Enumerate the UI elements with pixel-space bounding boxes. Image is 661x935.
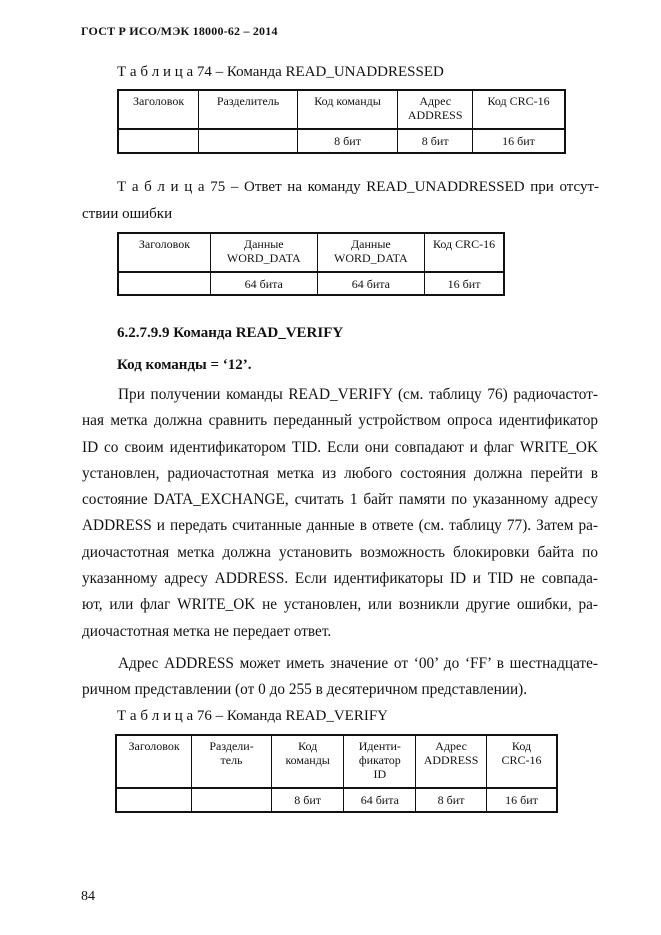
table76-value-cell: 8 бит	[271, 788, 344, 812]
table75-value-cell	[118, 272, 210, 295]
command-code: Код команды = ‘12’.	[117, 357, 252, 373]
cell-line: CRC-16	[501, 753, 542, 767]
table74-value-cell: 8 бит	[398, 129, 473, 153]
table74-header-cell: Адрес ADDRESS	[398, 90, 473, 129]
table76-value-cell: 8 бит	[416, 788, 487, 812]
paragraph-line: Адрес ADDRESS может иметь значение от ‘00’ до ‘FF’ в шестнадцате-	[118, 655, 598, 672]
paragraph-line: ют, или флаг WRITE_OK не установлен, или возникли другие ошибки, ра-	[82, 596, 598, 614]
table74-value-row	[118, 129, 565, 153]
cell-line: Код	[511, 739, 532, 753]
paragraph-line: ричном представлении (от 0 до 255 в десятеричном представлении).	[82, 681, 528, 699]
table75-header-cell: Код CRC-16	[425, 233, 504, 272]
paragraph-line: ная метка должна сравнить переданный устройством опроса идентификатор	[82, 412, 598, 430]
table76-value-cell	[116, 788, 192, 812]
section-heading: 6.2.7.9.9 Команда READ_VERIFY	[117, 325, 344, 341]
paragraph-line: диочастотная метка не передает ответ.	[82, 622, 332, 640]
table74-value-cell	[118, 129, 199, 153]
table76-value-cell: 16 бит	[486, 788, 557, 812]
paragraph-line: ID со своим идентификатором TID. Если они совпадают и флаг WRITE_OK	[82, 438, 598, 456]
table-75	[117, 232, 505, 296]
table76-value-row	[116, 788, 557, 812]
cell-line: Заголовок	[128, 739, 180, 753]
table75-value-cell: 64 бита	[210, 272, 317, 295]
paragraph-line: диочастотная метка должна установить возможность блокировки байта по	[82, 543, 598, 561]
table75-header-cell: Заголовок	[118, 233, 210, 272]
table75-value-cell: 16 бит	[425, 272, 504, 295]
table76-value-cell	[192, 788, 272, 812]
table75-value-cell: 64 бита	[317, 272, 425, 295]
table76-header-cell	[116, 735, 192, 788]
cell-line: фикатор	[358, 753, 401, 767]
table76-header-row	[116, 735, 557, 788]
table74-header-cell: Разделитель	[199, 90, 298, 129]
cell-line: ID	[373, 767, 387, 781]
table74-caption-rest: – Команда READ_UNADDRESSED	[211, 64, 444, 80]
table76-header-cell	[344, 735, 416, 788]
table76-header-cell	[486, 735, 557, 788]
table75-caption-line1: Т а б л и ц а 75 – Ответ на команду READ_UNADDRESSED при отсут-	[117, 179, 599, 195]
table76-caption-prefix: Т а б л и ц а 76	[117, 708, 212, 724]
paragraph-line: установлен, радиочастотная метка из любого состояния должна перейти в	[82, 464, 598, 482]
cell-line: Раздели-	[209, 739, 254, 753]
paragraph-line: При получении команды READ_VERIFY (см. таблицу 76) радиочастот-	[118, 386, 598, 403]
paragraph-2	[82, 651, 598, 704]
cell-line: команды	[285, 753, 330, 767]
table74-header-row	[118, 90, 565, 129]
table74-value-cell: 16 бит	[473, 129, 565, 153]
table74-header-cell: Код CRC-16	[473, 90, 565, 129]
cell-line: Адрес	[435, 739, 467, 753]
cell-line: Иденти-	[358, 739, 401, 753]
document-header: ГОСТ Р ИСО/МЭК 18000-62 – 2014	[81, 24, 278, 38]
paragraph-line: ADDRESS и передать считанные данные в ответе (см. таблицу 77). Затем ра-	[82, 517, 598, 535]
table75-header-row	[118, 233, 504, 272]
table74-value-cell: 8 бит	[297, 129, 397, 153]
table75-value-row	[118, 272, 504, 295]
cell-line: Код	[298, 739, 318, 753]
table76-caption	[117, 708, 388, 725]
cell-line: ADDRESS	[423, 753, 479, 767]
table76-value-cell: 64 бита	[344, 788, 416, 812]
table-76	[115, 734, 558, 813]
table76-header-cell	[271, 735, 344, 788]
paragraph-line: состояние DATA_EXCHANGE, считать 1 байт памяти по указанному адресу	[82, 491, 598, 509]
table76-header-cell	[416, 735, 487, 788]
table74-header-cell: Заголовок	[118, 90, 199, 129]
table74-caption	[117, 64, 444, 81]
table-74	[117, 89, 566, 154]
cell-line: тель	[220, 753, 243, 767]
table75-header-cell: Данные WORD_DATA	[317, 233, 425, 272]
table75-caption-line2: ствии ошибки	[82, 206, 173, 222]
page-number: 84	[81, 889, 95, 904]
table74-caption-prefix: Т а б л и ц а 74	[117, 64, 212, 80]
table75-header-cell: Данные WORD_DATA	[210, 233, 317, 272]
paragraph-1	[82, 382, 598, 645]
table76-header-cell	[192, 735, 272, 788]
table74-header-cell: Код команды	[297, 90, 397, 129]
table76-caption-rest: – Команда READ_VERIFY	[211, 708, 388, 724]
paragraph-line: указанному адресу ADDRESS. Если идентификаторы ID и TID не совпада-	[82, 570, 598, 588]
table74-value-cell	[199, 129, 298, 153]
